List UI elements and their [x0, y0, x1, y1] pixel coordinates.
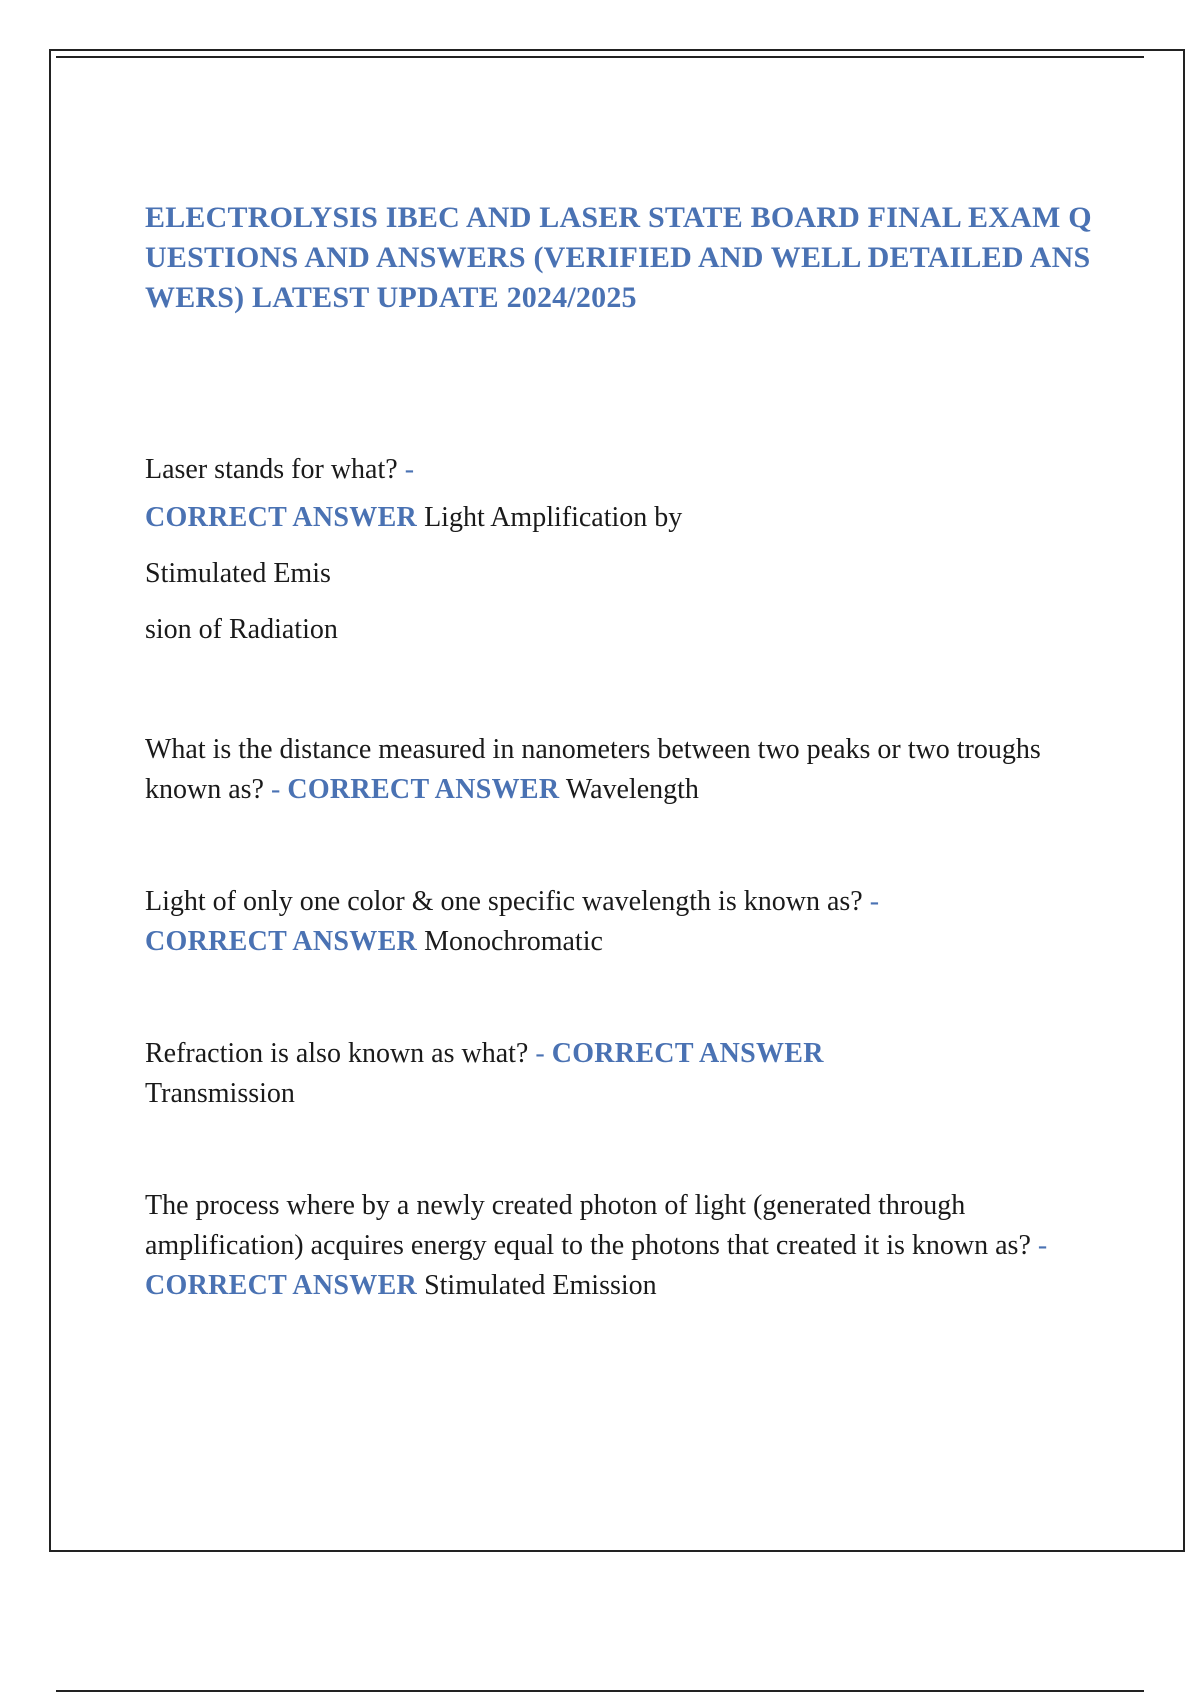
bottom-rule — [56, 1690, 1144, 1692]
question-text: The process where by a newly created photon of light (generated through amplification) acquires energy equal to the photons that created it is known as? — [145, 1190, 1031, 1261]
dash-separator: - — [270, 774, 281, 805]
answer-text-cont: sion of Radiation — [145, 614, 338, 645]
dash-separator: - — [535, 1038, 545, 1069]
question-text: Laser stands for what? — [145, 454, 398, 485]
answer-text-cont: Stimulated Emis — [145, 558, 331, 589]
dash-separator: - — [404, 454, 415, 485]
dash-separator: - — [869, 886, 880, 917]
qa-item-5 — [145, 1186, 1100, 1306]
document-body — [145, 198, 1100, 1306]
correct-answer-label: CORRECT ANSWER — [551, 1038, 824, 1069]
document-title: ELECTROLYSIS IBEC AND LASER STATE BOARD FINAL EXAM QUESTIONS AND ANSWERS (VERIFIED AND WELL DETAILED ANSWERS) LATEST UPDATE 2024/2025 — [145, 201, 1092, 314]
qa-item-1 — [145, 450, 1100, 658]
top-rule — [56, 56, 1144, 58]
question-text: Refraction is also known as what? — [145, 1038, 529, 1069]
correct-answer-label: CORRECT ANSWER — [287, 774, 560, 805]
correct-answer-label: CORRECT ANSWER — [145, 1270, 418, 1301]
qa-item-3 — [145, 882, 1100, 962]
correct-answer-label: CORRECT ANSWER — [145, 502, 418, 533]
answer-text: Light Amplification by — [424, 502, 683, 533]
dash-separator: - — [1037, 1230, 1048, 1261]
question-text: What is the distance measured in nanometers between two peaks or two troughs known as? — [145, 734, 1041, 805]
qa-list — [145, 450, 1100, 1306]
answer-text: Wavelength — [565, 774, 699, 805]
answer-text: Stimulated Emission — [424, 1270, 657, 1301]
answer-text: Monochromatic — [424, 926, 603, 957]
qa-item-4 — [145, 1034, 1100, 1114]
qa-item-2 — [145, 730, 1100, 810]
answer-text: Transmission — [145, 1078, 295, 1109]
correct-answer-label: CORRECT ANSWER — [145, 926, 418, 957]
question-text: Light of only one color & one specific wavelength is known as? — [145, 886, 863, 917]
